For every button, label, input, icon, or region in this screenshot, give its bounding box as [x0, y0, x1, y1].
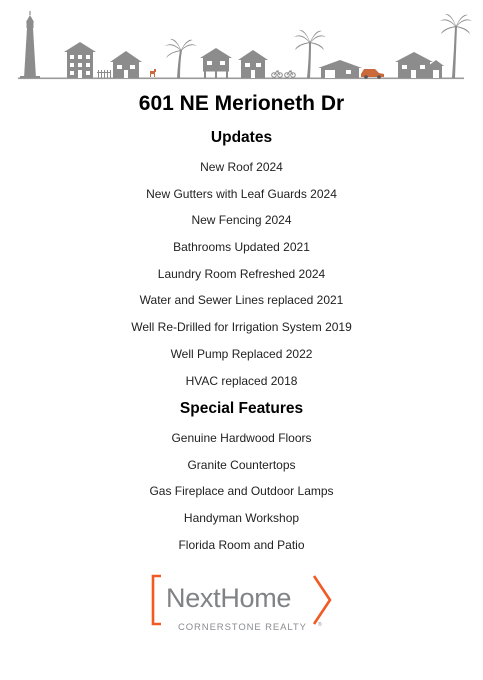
right-chevron-icon — [310, 574, 336, 626]
special-features-list — [0, 425, 483, 558]
dog-icon — [150, 69, 156, 77]
list-item: Handyman Workshop — [183, 511, 300, 526]
left-bracket-icon — [150, 574, 164, 626]
list-item: New Gutters with Leaf Guards 2024 — [146, 186, 337, 201]
list-item: Laundry Room Refreshed 2024 — [157, 266, 326, 281]
updates-list — [0, 154, 483, 394]
list-item: Granite Countertops — [187, 457, 296, 472]
palm-tree-icon — [440, 14, 472, 78]
lighthouse-icon — [20, 11, 40, 78]
logo-subtitle: CORNERSTONE REALTY — [178, 622, 307, 633]
nexthome-logo — [150, 574, 340, 640]
updates-heading: Updates — [210, 129, 273, 146]
list-item: New Roof 2024 — [200, 160, 283, 174]
logo-wordmark: NextHome — [166, 583, 292, 613]
property-address-title: 601 NE Merioneth Dr — [138, 92, 345, 115]
special-features-heading: Special Features — [179, 400, 304, 417]
car-icon — [361, 69, 384, 79]
list-item: Gas Fireplace and Outdoor Lamps — [149, 484, 334, 499]
house-icon — [395, 52, 444, 78]
palm-tree-icon — [165, 39, 197, 78]
list-item: Bathrooms Updated 2021 — [173, 240, 310, 255]
house-icon — [238, 50, 268, 78]
skyline-banner — [0, 0, 483, 86]
list-item: Well Re-Drilled for Irrigation System 2019 — [131, 320, 352, 335]
house-icon — [110, 51, 142, 78]
list-item: Genuine Hardwood Floors — [171, 431, 312, 445]
list-item: New Fencing 2024 — [191, 213, 292, 228]
house-icon — [64, 42, 111, 78]
bicycle-icon — [272, 71, 296, 77]
house-icon — [318, 60, 362, 78]
list-item: Well Pump Replaced 2022 — [170, 346, 313, 361]
list-item: Florida Room and Patio — [178, 537, 305, 552]
list-item: Water and Sewer Lines replaced 2021 — [139, 293, 344, 308]
registered-mark: ® — [318, 622, 322, 628]
list-item: HVAC replaced 2018 — [185, 373, 298, 388]
house-icon — [200, 48, 232, 78]
